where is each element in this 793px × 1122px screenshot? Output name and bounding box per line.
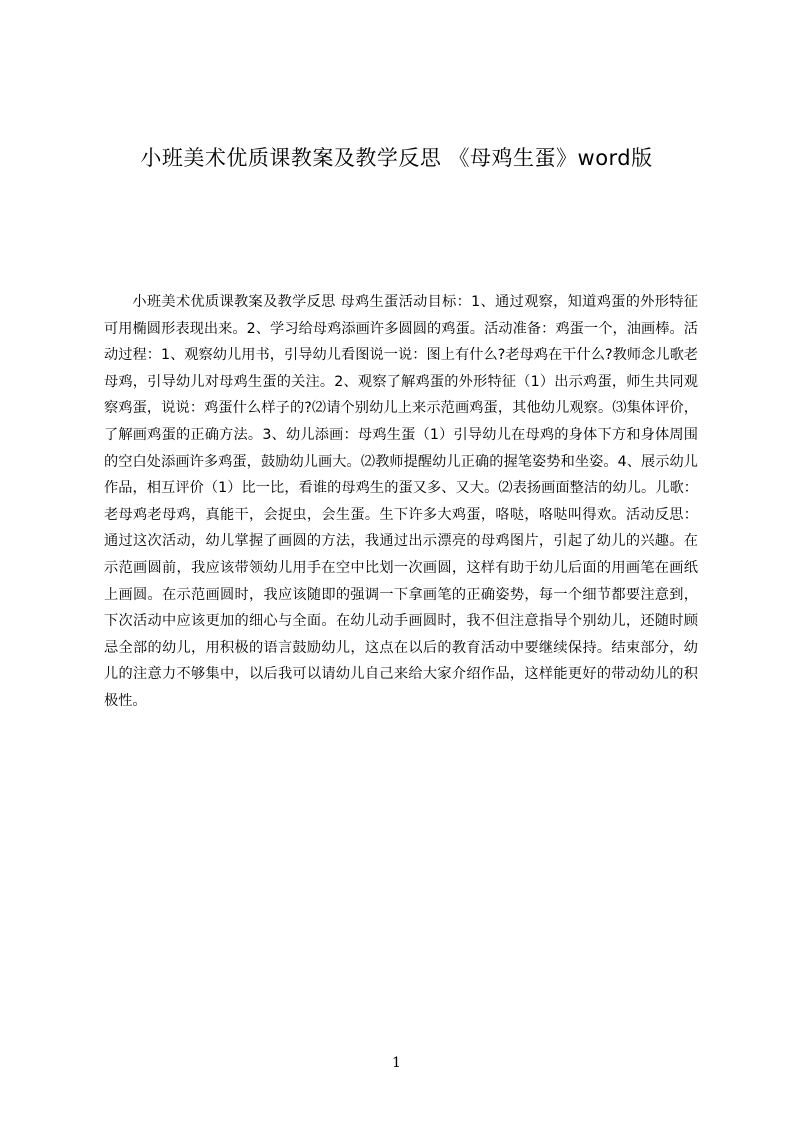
document-body-paragraph: 小班美术优质课教案及教学反思 母鸡生蛋活动目标：1、通过观察，知道鸡蛋的外形特征可用椭圆形表现出来。2、学习给母鸡添画许多圆圆的鸡蛋。活动准备：鸡蛋一个，油画棒。活动过程：1、观察幼儿用书，引导幼儿看图说一说：图上有什么?老母鸡在干什么?教师念儿歌老母鸡，引导幼儿对母鸡生蛋的关注。2、观察了解鸡蛋的外形特征（1）出示鸡蛋，师生共同观察鸡蛋，说说：鸡蛋什么样子的?⑵请个别幼儿上来示范画鸡蛋，其他幼儿观察。⑶集体评价，了解画鸡蛋的正确方法。3、幼儿添画：母鸡生蛋（1）引导幼儿在母鸡的身体下方和身体周围的空白处添画许多鸡蛋，鼓励幼儿画大。⑵教师提醒幼儿正确的握笔姿势和坐姿。4、展示幼儿作品，相互评价（1）比一比，看谁的母鸡生的蛋又多、又大。⑵表扬画面整洁的幼儿。儿歌：老母鸡老母鸡，真能干，会捉虫，会生蛋。生下许多大鸡蛋，咯哒，咯哒叫得欢。活动反思：通过这次活动，幼儿掌握了画圆的方法，我通过出示漂亮的母鸡图片，引起了幼儿的兴趣。在示范画圆前，我应该带领幼儿用手在空中比划一次画圆，这样有助于幼儿后面的用画笔在画纸上画圆。在示范画圆时，我应该随即的强调一下拿画笔的正确姿势，每一个细节都要注意到，下次活动中应该更加的细心与全面。在幼儿动手画圆时，我不但注意指导个别幼儿，还随时顾忌全部的幼儿，用积极的语言鼓励幼儿，这点在以后的教育活动中要继续保持。结束部分，幼儿的注意力不够集中，以后我可以请幼儿自己来给大家介绍作品，这样能更好的带动幼儿的积极性。 [104, 294, 698, 709]
page-number: 1 [392, 1055, 401, 1071]
document-title: 小班美术优质课教案及教学反思 《母鸡生蛋》word版 [140, 146, 653, 170]
